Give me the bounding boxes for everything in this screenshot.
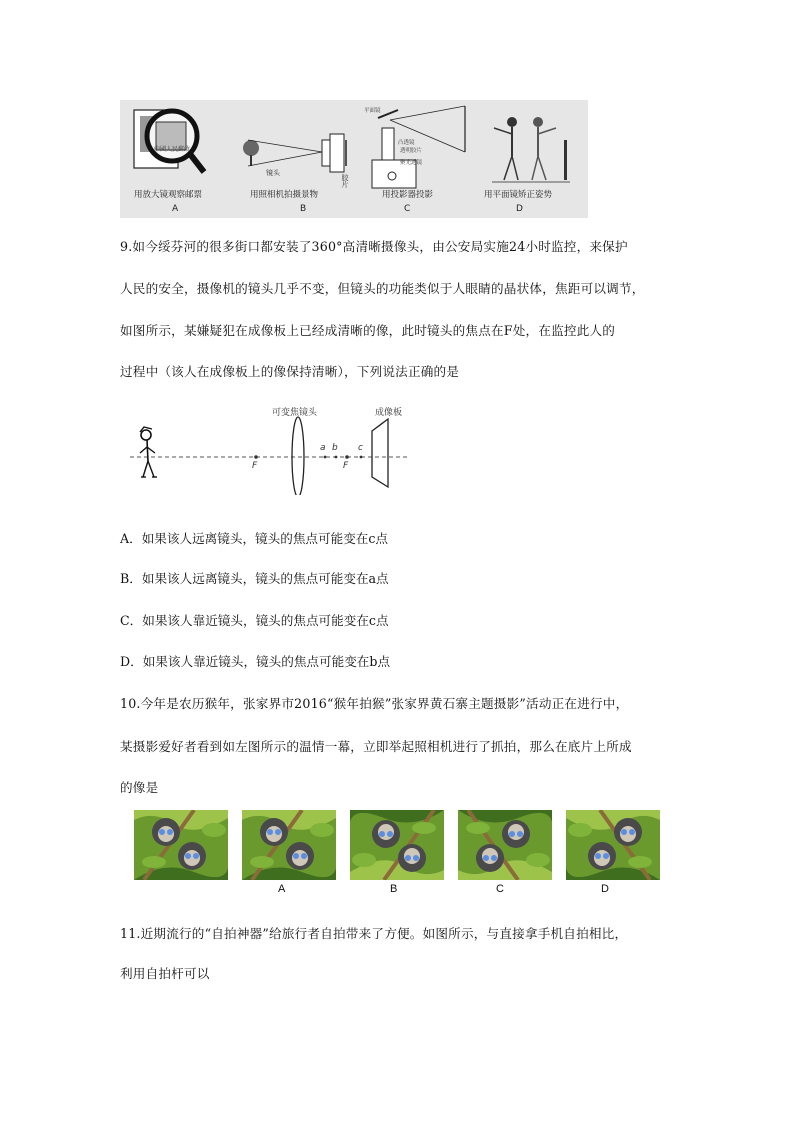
mirror-dancers-drawing: [492, 117, 570, 182]
lens-label: 可变焦镜头: [272, 408, 318, 418]
q9-line-1: 9.如今绥芬河的很多街口都安装了360°高清晰摄像头，由公安局实施24小时监控，来保护: [120, 239, 628, 254]
q9-option-c: C．如果该人靠近镜头，镜头的焦点可能变在c点: [120, 613, 389, 628]
caption-d: 用平面镜矫正姿势: [484, 190, 553, 200]
projector-slide-label: 透明胶片: [400, 148, 423, 154]
camera-lens-label: 镜头: [266, 169, 280, 177]
optics-figure-strip: [120, 100, 588, 218]
letter-c: C: [404, 204, 411, 214]
magnifier-stamp-drawing: [134, 110, 204, 172]
letter-d: D: [516, 204, 523, 214]
point-c: [360, 456, 363, 459]
letter-b: B: [300, 204, 307, 214]
q9-line-4: 过程中（该人在成像板上的像保持清晰），下列说法正确的是: [120, 364, 460, 379]
q11-line-1: 11.近期流行的“自拍神器”给旅行者自拍带来了方便。如图所示，与直接拿手机自拍相比，: [120, 926, 628, 941]
focus-point-left: [254, 455, 258, 459]
label-a: a: [320, 443, 326, 453]
person-figure: [140, 427, 157, 477]
camera-drawing: [243, 134, 346, 172]
monkey-photo-d[interactable]: [566, 810, 660, 880]
q9-option-b: B．如果该人远离镜头，镜头的焦点可能变在a点: [120, 571, 389, 586]
q9-option-a: A．如果该人远离镜头，镜头的焦点可能变在c点: [120, 531, 389, 546]
label-b: b: [332, 443, 338, 453]
photo-label-b: B: [390, 883, 398, 895]
variable-focus-lens: [292, 417, 304, 495]
stamp-text: 中國人民郵政: [154, 146, 191, 153]
camera-film-label: 胶片: [341, 174, 349, 188]
optics-figure-drawings: [120, 100, 588, 218]
q9-line-3: 如图所示，某嫌疑犯在成像板上已经成清晰的像，此时镜头的焦点在F处，在监控此人的: [120, 323, 616, 338]
label-F-left: F: [252, 461, 258, 471]
q10-line-1: 10.今年是农历猴年，张家界市2016“猴年拍猴”张家界黄石寨主题摄影”活动正在进行中，: [120, 696, 629, 711]
projector-mirror-label: 平面镜: [364, 108, 381, 114]
q11-line-2: 利用自拍杆可以: [120, 966, 210, 981]
focus-point-right: [345, 455, 349, 459]
monkey-photo-b[interactable]: [350, 810, 444, 880]
caption-b: 用照相机拍摄景物: [250, 190, 319, 200]
q9-option-d: D．如果该人靠近镜头，镜头的焦点可能变在b点: [120, 654, 391, 669]
q9-line-2: 人民的安全，摄像机的镜头几乎不变，但镜头的功能类似于人眼睛的晶状体，焦距可以调节，: [120, 281, 645, 296]
monkey-photo-a[interactable]: [242, 810, 336, 880]
q10-line-3: 的像是: [120, 780, 159, 795]
q9-lens-diagram: [126, 395, 426, 495]
label-c: c: [358, 443, 363, 453]
q10-line-2: 某摄影爱好者看到如左图所示的温情一幕，立即举起照相机进行了抓拍，那么在底片上所成: [120, 739, 632, 754]
caption-c: 用投影器投影: [382, 190, 434, 200]
point-b: [335, 456, 338, 459]
letter-a: A: [172, 204, 179, 214]
monkey-photo-c[interactable]: [458, 810, 552, 880]
photo-label-c: C: [496, 883, 504, 895]
caption-a: 用放大镜观察邮票: [134, 190, 203, 200]
projector-lens-label: 凸透镜: [398, 140, 415, 146]
plate-label: 成像板: [375, 408, 403, 418]
monkey-photo-original: [134, 810, 228, 880]
projector-light-label: 聚光透镜: [400, 160, 423, 166]
point-a: [324, 456, 327, 459]
label-F-right: F: [343, 461, 349, 471]
photo-label-d: D: [601, 883, 609, 895]
photo-label-a: A: [278, 883, 286, 895]
imaging-plate: [372, 419, 388, 487]
